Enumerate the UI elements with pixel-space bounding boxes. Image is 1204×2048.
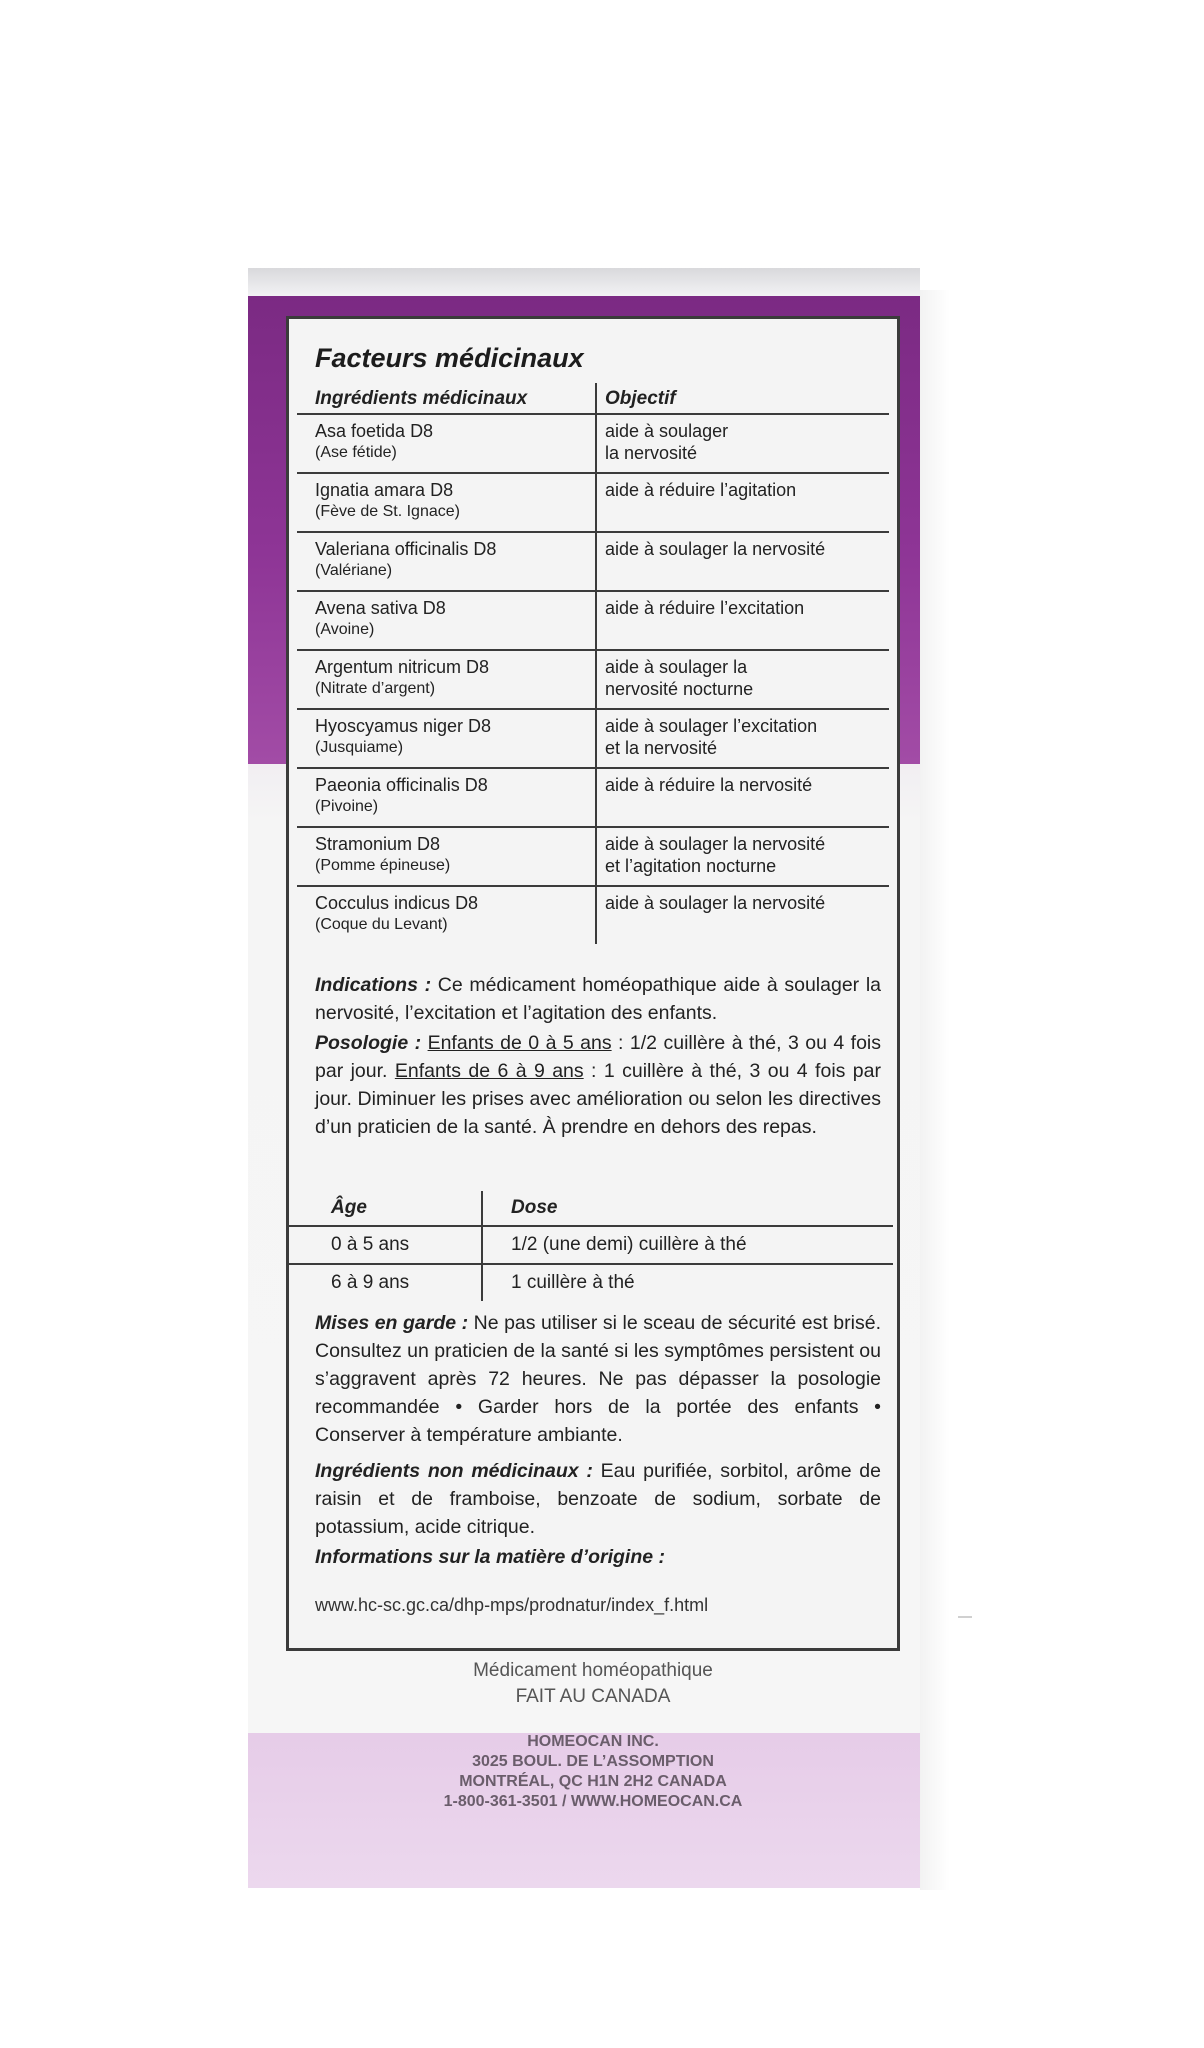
purpose-line: aide à soulager [605,421,729,441]
table-row [297,709,889,768]
ingredient-latin: Cocculus indicus D8 [315,893,479,913]
made-in-canada: FAIT AU CANADA [515,1686,671,1707]
ingredient-latin: Argentum nitricum D8 [315,657,490,677]
posologie-text-2: : 1 cuillère à thé, 3 ou 4 fois par jour. Diminuer les prises avec amélioration ou selon les directives d’un praticien de la santé. À prendre en dehors des repas. [315,1060,881,1138]
table-row [297,650,889,709]
indications-paragraph [315,971,881,1027]
dose-age: 0 à 5 ans [289,1226,482,1264]
company-block [286,1732,900,1812]
ingredients-table [297,383,889,944]
company-address-2: MONTRÉAL, QC H1N 2H2 CANADA [459,1773,727,1790]
ingredient-latin: Valeriana officinalis D8 [315,539,497,559]
company-contact: 1-800-361-3501 / WWW.HOMEOCAN.CA [443,1793,743,1810]
warnings-text: Ne pas utiliser si le sceau de sécurité est brisé. Consultez un praticien de la santé si les symptômes persistent ou s’aggravent après 72 heures. Ne pas dépasser la posologie recommandée • Garder hors de la portée des enfants • Conserver à température ambiante. [315,1312,881,1446]
purpose-line: et l’agitation nocturne [605,856,777,876]
purpose-line: aide à soulager l’excitation [605,716,818,736]
info-panel [286,316,900,1651]
non-medicinal-text: Eau purifiée, sorbitol, arôme de raisin et de framboise, benzoate de sodium, sorbate de potassium, acide citrique. [315,1460,881,1538]
ingredient-common: (Coque du Levant) [315,916,448,933]
posologie-paragraph [315,1029,881,1141]
origin-label: Informations sur la matière d’origine : [315,1546,665,1568]
col-ingredients-header: Ingrédients médicinaux [297,383,596,414]
product-type: Médicament homéopathique [473,1660,713,1681]
dose-amount: 1/2 (une demi) cuillère à thé [482,1226,893,1264]
warnings-paragraph [315,1309,881,1449]
ingredient-common: (Ase fétide) [315,444,397,461]
col-purpose-header: Objectif [596,383,889,414]
dose-amount: 1 cuillère à thé [482,1264,893,1301]
ingredient-common: (Fève de St. Ignace) [315,503,460,520]
table-row [297,591,889,650]
table-row [297,414,889,473]
origin-paragraph [315,1543,881,1571]
ingredient-latin: Avena sativa D8 [315,598,446,618]
ingredient-common: (Pomme épineuse) [315,857,451,874]
ingredient-latin: Hyoscyamus niger D8 [315,716,492,736]
indications-label: Indications : [315,974,432,996]
purpose-line: aide à soulager la nervosité [605,539,826,559]
dose-header-dose: Dose [482,1191,893,1226]
purpose-line: aide à réduire l’excitation [605,598,805,618]
background-mark [958,1616,972,1618]
box-shadow [920,290,950,1890]
posologie-age-group-2: Enfants de 6 à 9 ans [394,1060,584,1082]
source-url: www.hc-sc.gc.ca/dhp-mps/prodnatur/index_f.html [315,1595,709,1615]
purpose-line: aide à soulager la [605,657,748,677]
purpose-line: la nervosité [605,443,698,463]
ingredient-common: (Nitrate d’argent) [315,680,436,697]
purpose-line: aide à soulager la nervosité [605,834,826,854]
table-row [297,532,889,591]
company-name: HOMEOCAN INC. [527,1733,659,1750]
box-lid [248,268,920,297]
table-row [289,1226,893,1264]
ingredient-common: (Jusquiame) [315,739,404,756]
table-row [297,768,889,827]
table-row [289,1264,893,1301]
dose-table [289,1191,893,1301]
ingredient-common: (Valériane) [315,562,393,579]
warnings-label: Mises en garde : [315,1312,469,1334]
purpose-line: aide à réduire l’agitation [605,480,797,500]
indications-text: Ce médicament homéopathique aide à soulager la nervosité, l’excitation et l’agitation des enfants. [315,974,881,1024]
table-row [297,473,889,532]
dose-header-age: Âge [289,1191,482,1226]
ingredient-common: (Avoine) [315,621,375,638]
company-address-1: 3025 BOUL. DE L’ASSOMPTION [472,1753,714,1770]
posologie-label: Posologie : [315,1032,422,1054]
non-medicinal-paragraph [315,1457,881,1541]
ingredient-latin: Stramonium D8 [315,834,441,854]
non-medicinal-label: Ingrédients non médicinaux : [315,1460,593,1482]
purpose-line: nervosité nocturne [605,679,754,699]
purpose-line: et la nervosité [605,738,718,758]
purpose-line: aide à soulager la nervosité [605,893,826,913]
posologie-age-group-1: Enfants de 0 à 5 ans [427,1032,612,1054]
ingredient-latin: Ignatia amara D8 [315,480,454,500]
dose-age: 6 à 9 ans [331,1272,410,1293]
table-row [297,886,889,944]
ingredient-common: (Pivoine) [315,798,379,815]
purpose-line: aide à réduire la nervosité [605,775,813,795]
panel-title: Facteurs médicinaux [315,343,584,373]
posologie-text-1: : 1/2 cuillère à thé, 3 ou 4 fois par jour. [315,1032,882,1082]
ingredient-latin: Paeonia officinalis D8 [315,775,488,795]
table-row [297,827,889,886]
ingredient-latin: Asa foetida D8 [315,421,434,441]
